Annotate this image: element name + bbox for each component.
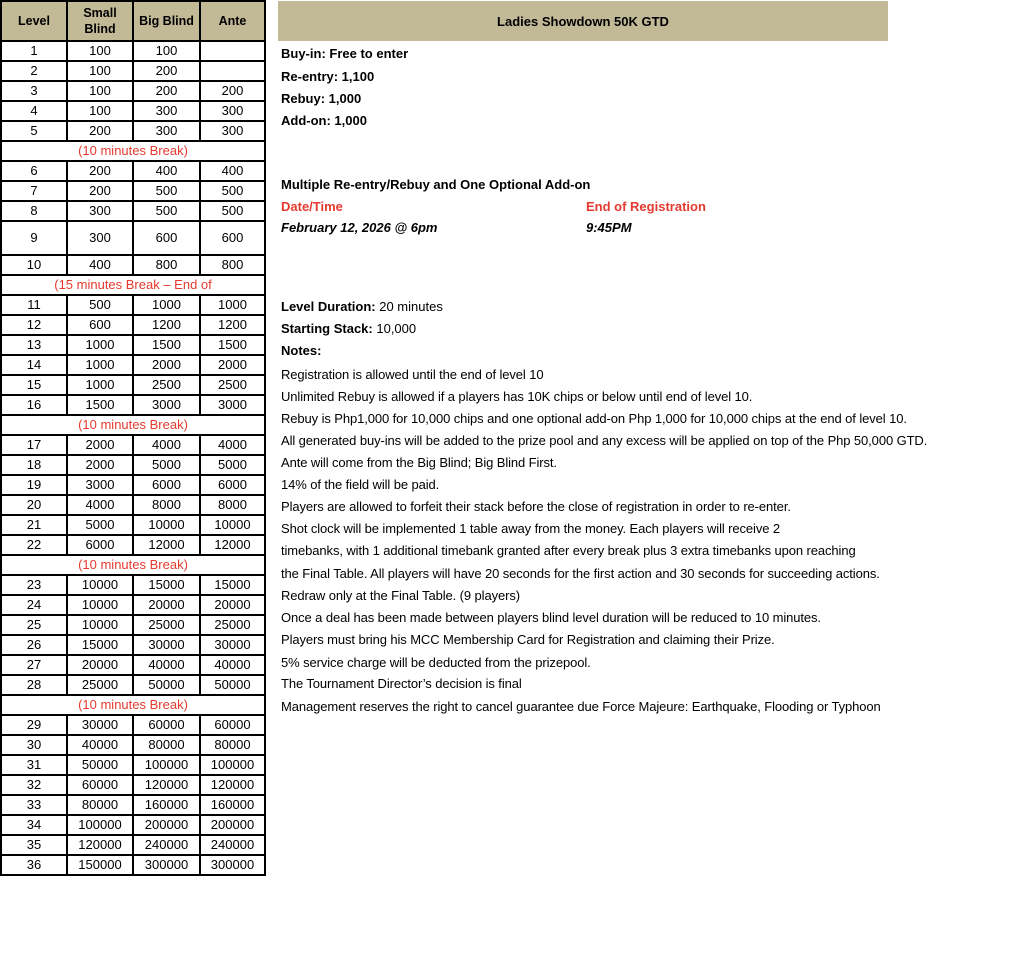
level-cell: 29	[1, 715, 67, 735]
big-blind-cell: 10000	[133, 515, 200, 535]
level-cell: 30	[1, 735, 67, 755]
small-blind-cell: 1000	[67, 355, 133, 375]
small-blind-cell: 20000	[67, 655, 133, 675]
big-blind-cell: 1500	[133, 335, 200, 355]
tournament-title: Ladies Showdown 50K GTD	[278, 1, 888, 41]
note-item: Registration is allowed until the end of level 10	[281, 367, 544, 382]
note-item: the Final Table. All players will have 20 seconds for the first action and 30 seconds for succeeding actions.	[281, 566, 880, 581]
level-cell: 24	[1, 595, 67, 615]
starting-stack	[281, 321, 416, 336]
table-row	[1, 735, 265, 755]
level-cell: 1	[1, 41, 67, 61]
table-row	[1, 335, 265, 355]
header-small-blind: Small Blind	[67, 1, 133, 41]
rebuy: Rebuy: 1,000	[281, 91, 362, 106]
big-blind-cell: 120000	[133, 775, 200, 795]
small-blind-cell: 100	[67, 61, 133, 81]
blind-structure-table	[0, 0, 266, 876]
big-blind-cell: 300000	[133, 855, 200, 875]
big-blind-cell: 20000	[133, 595, 200, 615]
big-blind-cell: 2000	[133, 355, 200, 375]
table-row	[1, 595, 265, 615]
small-blind-cell: 4000	[67, 495, 133, 515]
big-blind-cell: 25000	[133, 615, 200, 635]
starting-stack-label: Starting Stack:	[281, 321, 373, 336]
table-row	[1, 495, 265, 515]
level-cell: 9	[1, 221, 67, 255]
ante-cell: 2500	[200, 375, 265, 395]
level-cell: 36	[1, 855, 67, 875]
big-blind-cell: 200	[133, 61, 200, 81]
notes-label: Notes:	[281, 343, 322, 358]
level-cell: 7	[1, 181, 67, 201]
level-cell: 28	[1, 675, 67, 695]
level-cell: 22	[1, 535, 67, 555]
table-row	[1, 755, 265, 775]
small-blind-cell: 300	[67, 201, 133, 221]
break-label: (10 minutes Break)	[1, 141, 265, 161]
small-blind-cell: 300	[67, 221, 133, 255]
table-row	[1, 795, 265, 815]
header-ante: Ante	[200, 1, 265, 41]
small-blind-cell: 5000	[67, 515, 133, 535]
big-blind-cell: 12000	[133, 535, 200, 555]
level-duration-value: 20 minutes	[375, 299, 443, 314]
table-row	[1, 455, 265, 475]
small-blind-cell: 100	[67, 81, 133, 101]
small-blind-cell: 1000	[67, 335, 133, 355]
level-cell: 20	[1, 495, 67, 515]
table-header-row	[1, 1, 265, 41]
big-blind-cell: 500	[133, 201, 200, 221]
ante-cell: 100000	[200, 755, 265, 775]
note-item: Players are allowed to forfeit their stack before the close of registration in order to re-enter.	[281, 499, 791, 514]
big-blind-cell: 800	[133, 255, 200, 275]
table-row	[1, 201, 265, 221]
table-row	[1, 535, 265, 555]
table-row	[1, 41, 265, 61]
big-blind-cell: 6000	[133, 475, 200, 495]
note-item: 5% service charge will be deducted from the prizepool.	[281, 655, 591, 670]
level-cell: 17	[1, 435, 67, 455]
big-blind-cell: 40000	[133, 655, 200, 675]
big-blind-cell: 240000	[133, 835, 200, 855]
ante-cell: 200	[200, 81, 265, 101]
break-row	[1, 415, 265, 435]
note-item: Redraw only at the Final Table. (9 players)	[281, 588, 520, 603]
small-blind-cell: 60000	[67, 775, 133, 795]
level-cell: 11	[1, 295, 67, 315]
small-blind-cell: 10000	[67, 595, 133, 615]
small-blind-cell: 600	[67, 315, 133, 335]
ante-cell: 2000	[200, 355, 265, 375]
big-blind-cell: 200000	[133, 815, 200, 835]
big-blind-cell: 1200	[133, 315, 200, 335]
table-row	[1, 475, 265, 495]
small-blind-cell: 120000	[67, 835, 133, 855]
ante-cell: 4000	[200, 435, 265, 455]
big-blind-cell: 100	[133, 41, 200, 61]
buy-in: Buy-in: Free to enter	[281, 46, 409, 61]
big-blind-cell: 30000	[133, 635, 200, 655]
ante-cell: 80000	[200, 735, 265, 755]
small-blind-cell: 1000	[67, 375, 133, 395]
date-label: Date/Time	[281, 199, 343, 214]
level-cell: 31	[1, 755, 67, 775]
break-row	[1, 141, 265, 161]
small-blind-cell: 50000	[67, 755, 133, 775]
table-row	[1, 101, 265, 121]
ante-cell: 1000	[200, 295, 265, 315]
big-blind-cell: 8000	[133, 495, 200, 515]
small-blind-cell: 150000	[67, 855, 133, 875]
small-blind-cell: 6000	[67, 535, 133, 555]
ante-cell	[200, 41, 265, 61]
ante-cell: 8000	[200, 495, 265, 515]
date-value: February 12, 2026 @ 6pm	[281, 220, 438, 235]
table-row	[1, 181, 265, 201]
format-line: Multiple Re-entry/Rebuy and One Optional Add-on	[281, 177, 591, 192]
level-cell: 8	[1, 201, 67, 221]
level-cell: 16	[1, 395, 67, 415]
level-duration-label: Level Duration:	[281, 299, 376, 314]
break-row	[1, 695, 265, 715]
level-cell: 35	[1, 835, 67, 855]
reg-end-value: 9:45PM	[586, 220, 632, 235]
ante-cell: 10000	[200, 515, 265, 535]
ante-cell: 600	[200, 221, 265, 255]
small-blind-cell: 30000	[67, 715, 133, 735]
table-row	[1, 395, 265, 415]
big-blind-cell: 50000	[133, 675, 200, 695]
table-row	[1, 161, 265, 181]
note-item: The Tournament Director’s decision is final	[281, 676, 522, 691]
table-row	[1, 355, 265, 375]
note-item: Once a deal has been made between players blind level duration will be reduced to 10 minutes.	[281, 610, 821, 625]
big-blind-cell: 80000	[133, 735, 200, 755]
reg-end-label: End of Registration	[586, 199, 706, 214]
level-cell: 5	[1, 121, 67, 141]
note-item: Management reserves the right to cancel guarantee due Force Majeure: Earthquake, Flooding or Typhoon	[281, 699, 881, 714]
table-row	[1, 575, 265, 595]
small-blind-cell: 80000	[67, 795, 133, 815]
level-cell: 21	[1, 515, 67, 535]
ante-cell: 30000	[200, 635, 265, 655]
re-entry: Re-entry: 1,100	[281, 69, 375, 84]
small-blind-cell: 100000	[67, 815, 133, 835]
level-cell: 19	[1, 475, 67, 495]
big-blind-cell: 1000	[133, 295, 200, 315]
small-blind-cell: 2000	[67, 455, 133, 475]
level-cell: 3	[1, 81, 67, 101]
ante-cell: 3000	[200, 395, 265, 415]
ante-cell: 20000	[200, 595, 265, 615]
break-row	[1, 275, 265, 295]
level-cell: 26	[1, 635, 67, 655]
table-row	[1, 295, 265, 315]
ante-cell: 60000	[200, 715, 265, 735]
ante-cell: 120000	[200, 775, 265, 795]
ante-cell	[200, 61, 265, 81]
ante-cell: 300000	[200, 855, 265, 875]
level-cell: 33	[1, 795, 67, 815]
big-blind-cell: 200	[133, 81, 200, 101]
header-level: Level	[1, 1, 67, 41]
ante-cell: 40000	[200, 655, 265, 675]
table-row	[1, 615, 265, 635]
big-blind-cell: 300	[133, 101, 200, 121]
big-blind-cell: 15000	[133, 575, 200, 595]
small-blind-cell: 100	[67, 101, 133, 121]
note-item: Shot clock will be implemented 1 table away from the money. Each players will receive 2	[281, 521, 781, 536]
break-label: (10 minutes Break)	[1, 555, 265, 575]
table-row	[1, 121, 265, 141]
ante-cell: 160000	[200, 795, 265, 815]
small-blind-cell: 1500	[67, 395, 133, 415]
table-row	[1, 855, 265, 875]
break-label: (15 minutes Break – End of	[1, 275, 265, 295]
note-item: All generated buy-ins will be added to the prize pool and any excess will be applied on top of the Php 50,000 GTD.	[281, 433, 928, 448]
table-row	[1, 675, 265, 695]
ante-cell: 15000	[200, 575, 265, 595]
big-blind-cell: 5000	[133, 455, 200, 475]
table-row	[1, 81, 265, 101]
ante-cell: 5000	[200, 455, 265, 475]
ante-cell: 1200	[200, 315, 265, 335]
small-blind-cell: 10000	[67, 575, 133, 595]
big-blind-cell: 60000	[133, 715, 200, 735]
table-row	[1, 61, 265, 81]
big-blind-cell: 400	[133, 161, 200, 181]
blind-levels	[1, 41, 265, 875]
small-blind-cell: 40000	[67, 735, 133, 755]
ante-cell: 240000	[200, 835, 265, 855]
big-blind-cell: 300	[133, 121, 200, 141]
header-big-blind: Big Blind	[133, 1, 200, 41]
ante-cell: 200000	[200, 815, 265, 835]
ante-cell: 6000	[200, 475, 265, 495]
note-item: 14% of the field will be paid.	[281, 477, 440, 492]
level-cell: 15	[1, 375, 67, 395]
ante-cell: 500	[200, 181, 265, 201]
table-row	[1, 835, 265, 855]
level-cell: 34	[1, 815, 67, 835]
ante-cell: 300	[200, 101, 265, 121]
note-item: Ante will come from the Big Blind; Big Blind First.	[281, 455, 557, 470]
small-blind-cell: 500	[67, 295, 133, 315]
big-blind-cell: 2500	[133, 375, 200, 395]
table-row	[1, 715, 265, 735]
ante-cell: 12000	[200, 535, 265, 555]
table-row	[1, 815, 265, 835]
big-blind-cell: 100000	[133, 755, 200, 775]
level-cell: 18	[1, 455, 67, 475]
break-row	[1, 555, 265, 575]
ante-cell: 500	[200, 201, 265, 221]
small-blind-cell: 200	[67, 121, 133, 141]
small-blind-cell: 15000	[67, 635, 133, 655]
small-blind-cell: 400	[67, 255, 133, 275]
level-cell: 2	[1, 61, 67, 81]
small-blind-cell: 3000	[67, 475, 133, 495]
table-row	[1, 315, 265, 335]
big-blind-cell: 500	[133, 181, 200, 201]
ante-cell: 800	[200, 255, 265, 275]
table-row	[1, 255, 265, 275]
table-row	[1, 221, 265, 255]
level-cell: 32	[1, 775, 67, 795]
level-cell: 13	[1, 335, 67, 355]
level-cell: 12	[1, 315, 67, 335]
small-blind-cell: 100	[67, 41, 133, 61]
level-cell: 10	[1, 255, 67, 275]
table-row	[1, 375, 265, 395]
note-item: timebanks, with 1 additional timebank granted after every break plus 3 extra timebanks upon reaching	[281, 543, 856, 558]
table-row	[1, 655, 265, 675]
ante-cell: 50000	[200, 675, 265, 695]
note-item: Players must bring his MCC Membership Card for Registration and claiming their Prize.	[281, 632, 775, 647]
level-cell: 25	[1, 615, 67, 635]
table-row	[1, 775, 265, 795]
starting-stack-value: 10,000	[372, 321, 417, 336]
ante-cell: 1500	[200, 335, 265, 355]
add-on: Add-on: 1,000	[281, 113, 367, 128]
small-blind-cell: 200	[67, 181, 133, 201]
break-label: (10 minutes Break)	[1, 415, 265, 435]
table-row	[1, 435, 265, 455]
level-cell: 27	[1, 655, 67, 675]
level-cell: 4	[1, 101, 67, 121]
note-item: Unlimited Rebuy is allowed if a players has 10K chips or below until end of level 10.	[281, 389, 753, 404]
level-cell: 14	[1, 355, 67, 375]
ante-cell: 300	[200, 121, 265, 141]
small-blind-cell: 25000	[67, 675, 133, 695]
ante-cell: 25000	[200, 615, 265, 635]
big-blind-cell: 600	[133, 221, 200, 255]
small-blind-cell: 200	[67, 161, 133, 181]
note-item: Rebuy is Php1,000 for 10,000 chips and one optional add-on Php 1,000 for 10,000 chips at the end of level 10.	[281, 411, 907, 426]
table-row	[1, 515, 265, 535]
big-blind-cell: 160000	[133, 795, 200, 815]
break-label: (10 minutes Break)	[1, 695, 265, 715]
small-blind-cell: 10000	[67, 615, 133, 635]
ante-cell: 400	[200, 161, 265, 181]
big-blind-cell: 4000	[133, 435, 200, 455]
level-cell: 23	[1, 575, 67, 595]
table-row	[1, 635, 265, 655]
level-duration	[281, 299, 443, 314]
small-blind-cell: 2000	[67, 435, 133, 455]
level-cell: 6	[1, 161, 67, 181]
big-blind-cell: 3000	[133, 395, 200, 415]
